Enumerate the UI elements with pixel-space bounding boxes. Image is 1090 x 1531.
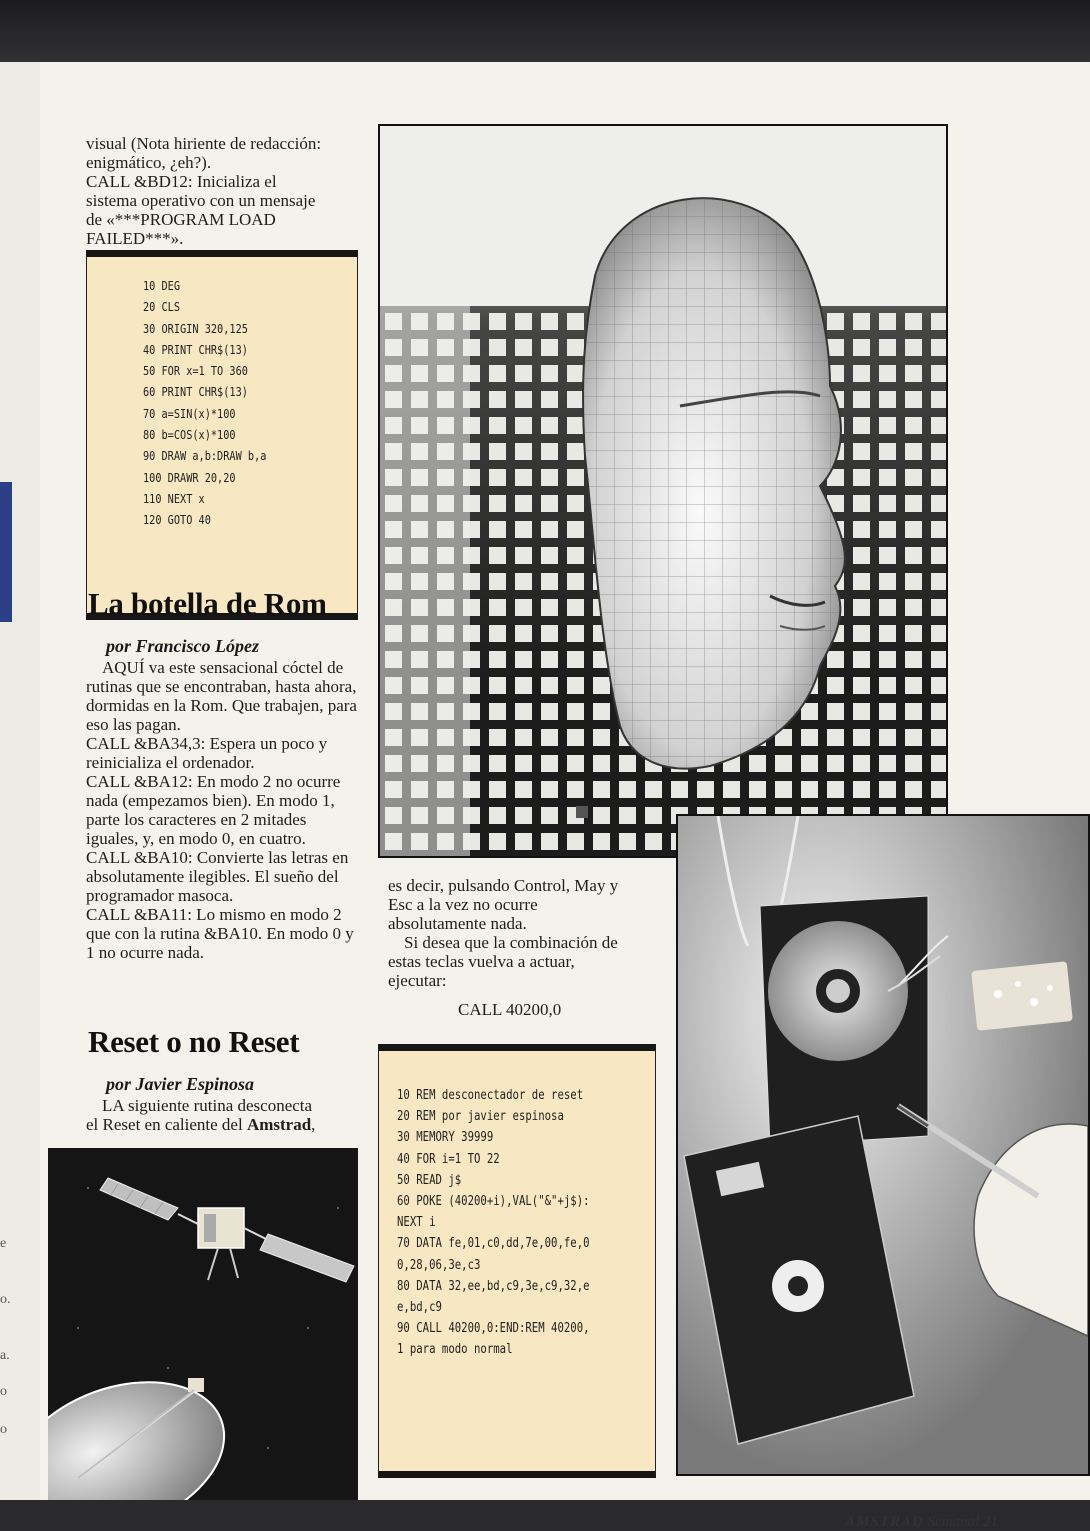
margin-fragment: a. [0, 1348, 10, 1363]
margin-fragment: o [0, 1422, 7, 1437]
code-listing-2 [378, 1044, 656, 1478]
article-byline: por Francisco López [106, 636, 259, 656]
paragraph: CALL &BA10: Convierte las letras en absolutamente ilegibles. El sueño del programador masoca. [86, 848, 349, 905]
face-drawing [380, 126, 946, 856]
page-footer [845, 1514, 998, 1531]
text-line: visual (Nota hiriente de redacción: [86, 134, 322, 153]
text-line: Esc a la vez no ocurre [388, 895, 538, 914]
floppy-disk-illustration [676, 814, 1090, 1476]
text-line: absolutamente nada. [388, 914, 527, 933]
footer-page: Semanal 21 [927, 1514, 998, 1530]
text-line: ejecutar: [388, 971, 447, 990]
footer-brand: AMSTRAD [845, 1514, 924, 1530]
article-byline: por Javier Espinosa [106, 1074, 255, 1094]
intro-text [86, 134, 356, 248]
satellite-illustration [48, 1148, 358, 1500]
margin-fragment: e [0, 1236, 7, 1251]
floppy-drawing [678, 816, 1088, 1474]
article-body [86, 658, 358, 962]
text-line: FAILED***». [86, 229, 184, 248]
wireframe-face-illustration [378, 124, 948, 858]
brand-name: Amstrad [246, 1115, 312, 1134]
reset-continued-text [388, 876, 678, 990]
text-line: sistema operativo con un mensaje [86, 191, 316, 210]
text-line: enigmático, ¿eh?). [86, 153, 212, 172]
paragraph: CALL &BA12: En modo 2 no ocurre nada (empezamos bien). En modo 1, parte los caracteres en 2 mitades iguales, y, en modo 0, en cuatro. [86, 772, 341, 848]
paragraph: CALL &BA11: Lo mismo en modo 2 que con la rutina &BA10. En modo 0 y 1 no ocurre nada. [86, 905, 354, 962]
listing-code: 10 DEG 20 CLS 30 ORIGIN 320,125 40 PRINT CHR$(13) 50 FOR x=1 TO 360 60 PRINT CHR$(13) 70 a=SIN(x)*100 80 b=COS(x)*100 90 DRAW a,b:DRAW b,a 100 DRAWR 20,20 110 NEXT x 120 GOTO 40 [143, 278, 267, 528]
margin-fragment: o [0, 1384, 7, 1399]
scan-background-top [0, 0, 1090, 68]
text-line: de «***PROGRAM LOAD [86, 210, 276, 229]
text-line: estas teclas vuelva a actuar, [388, 952, 575, 971]
magazine-page [40, 62, 1090, 1530]
article-title: Reset o no Reset [88, 1024, 300, 1059]
code-listing-1 [86, 250, 358, 620]
margin-fragment: o. [0, 1292, 11, 1307]
command-line: CALL 40200,0 [458, 1000, 562, 1019]
paragraph: AQUÍ va este sensacional cóctel de rutinas que se encontraban, hasta ahora, dormidas en la Rom. Que trabajen, para eso las pagan. [86, 658, 357, 734]
text-line: LA siguiente rutina desconecta [102, 1096, 313, 1115]
text-line: CALL &BD12: Inicializa el [86, 172, 277, 191]
text-line: es decir, pulsando Control, May y [388, 876, 619, 895]
article-title: La botella de Rom [88, 586, 327, 621]
blue-margin-tab [0, 482, 12, 622]
text-line: el Reset en caliente del Amstrad, [86, 1115, 316, 1134]
listing-code: 10 REM desconectador de reset 20 REM por javier espinosa 30 MEMORY 39999 40 FOR i=1 TO 22 50 READ j$ 60 POKE (40200+i),VAL("&"+j$): NEXT i 70 DATA fe,01,c0,dd,7e,00,fe,0 0,28,06,3e,c3 80 DATA 32,ee,bd,c9,3e,c9,32,e e,bd,c9 90 CALL 40200,0:END:REM 40200, 1 para modo normal [397, 1088, 590, 1358]
article-body [86, 1096, 376, 1134]
previous-page-edge [0, 62, 42, 1500]
paragraph: CALL &BA34,3: Espera un poco y reinicializa el ordenador. [86, 734, 328, 772]
satellite-drawing [48, 1148, 358, 1500]
text-line: Si desea que la combinación de [404, 933, 618, 952]
